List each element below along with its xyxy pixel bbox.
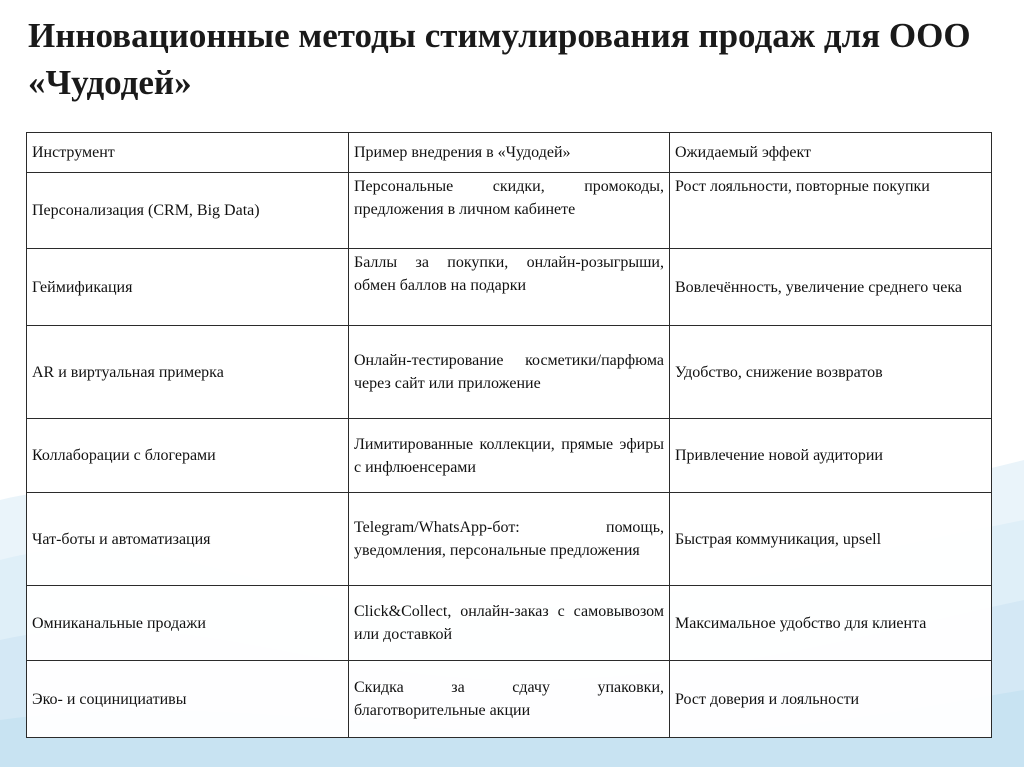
tool-cell: Омниканальные продажи [27, 586, 349, 661]
table-row [27, 661, 992, 738]
effect-cell: Удобство, снижение возвратов [670, 326, 992, 419]
example-cell: Баллы за покупки, онлайн-розыгрыши, обмен баллов на подарки [349, 249, 670, 326]
table-row [27, 249, 992, 326]
tool-cell: Чат-боты и автоматизация [27, 493, 349, 586]
header-cell-example: Пример внедрения в «Чудодей» [349, 133, 670, 173]
example-cell: Лимитированные коллекции, прямые эфиры с инфлюенсерами [349, 419, 670, 493]
effect-cell: Привлечение новой аудитории [670, 419, 992, 493]
tool-cell: Персонализация (CRM, Big Data) [27, 173, 349, 249]
table-row [27, 326, 992, 419]
header-cell-effect: Ожидаемый эффект [670, 133, 992, 173]
example-cell: Персональные скидки, промокоды, предложения в личном кабинете [349, 173, 670, 249]
example-cell: Онлайн-тестирование косметики/парфюма через сайт или приложение [349, 326, 670, 419]
example-cell: Click&Collect, онлайн-заказ с самовывозом или доставкой [349, 586, 670, 661]
effect-cell: Вовлечённость, увеличение среднего чека [670, 249, 992, 326]
table-row [27, 586, 992, 661]
page-title: Инновационные методы стимулирования продаж для ООО «Чудодей» [28, 16, 971, 102]
methods-table [26, 132, 992, 738]
tool-cell: Геймификация [27, 249, 349, 326]
example-cell: Скидка за сдачу упаковки, благотворительные акции [349, 661, 670, 738]
tool-cell: AR и виртуальная примерка [27, 326, 349, 419]
example-cell: Telegram/WhatsApp-бот: помощь, уведомления, персональные предложения [349, 493, 670, 586]
effect-cell: Быстрая коммуникация, upsell [670, 493, 992, 586]
effect-cell: Максимальное удобство для клиента [670, 586, 992, 661]
table-header-row [27, 133, 992, 173]
header-cell-tool: Инструмент [27, 133, 349, 173]
tool-cell: Эко- и социнициативы [27, 661, 349, 738]
effect-cell: Рост доверия и лояльности [670, 661, 992, 738]
table-row [27, 419, 992, 493]
effect-cell: Рост лояльности, повторные покупки [670, 173, 992, 249]
tool-cell: Коллаборации с блогерами [27, 419, 349, 493]
table-row [27, 493, 992, 586]
table-row [27, 173, 992, 249]
